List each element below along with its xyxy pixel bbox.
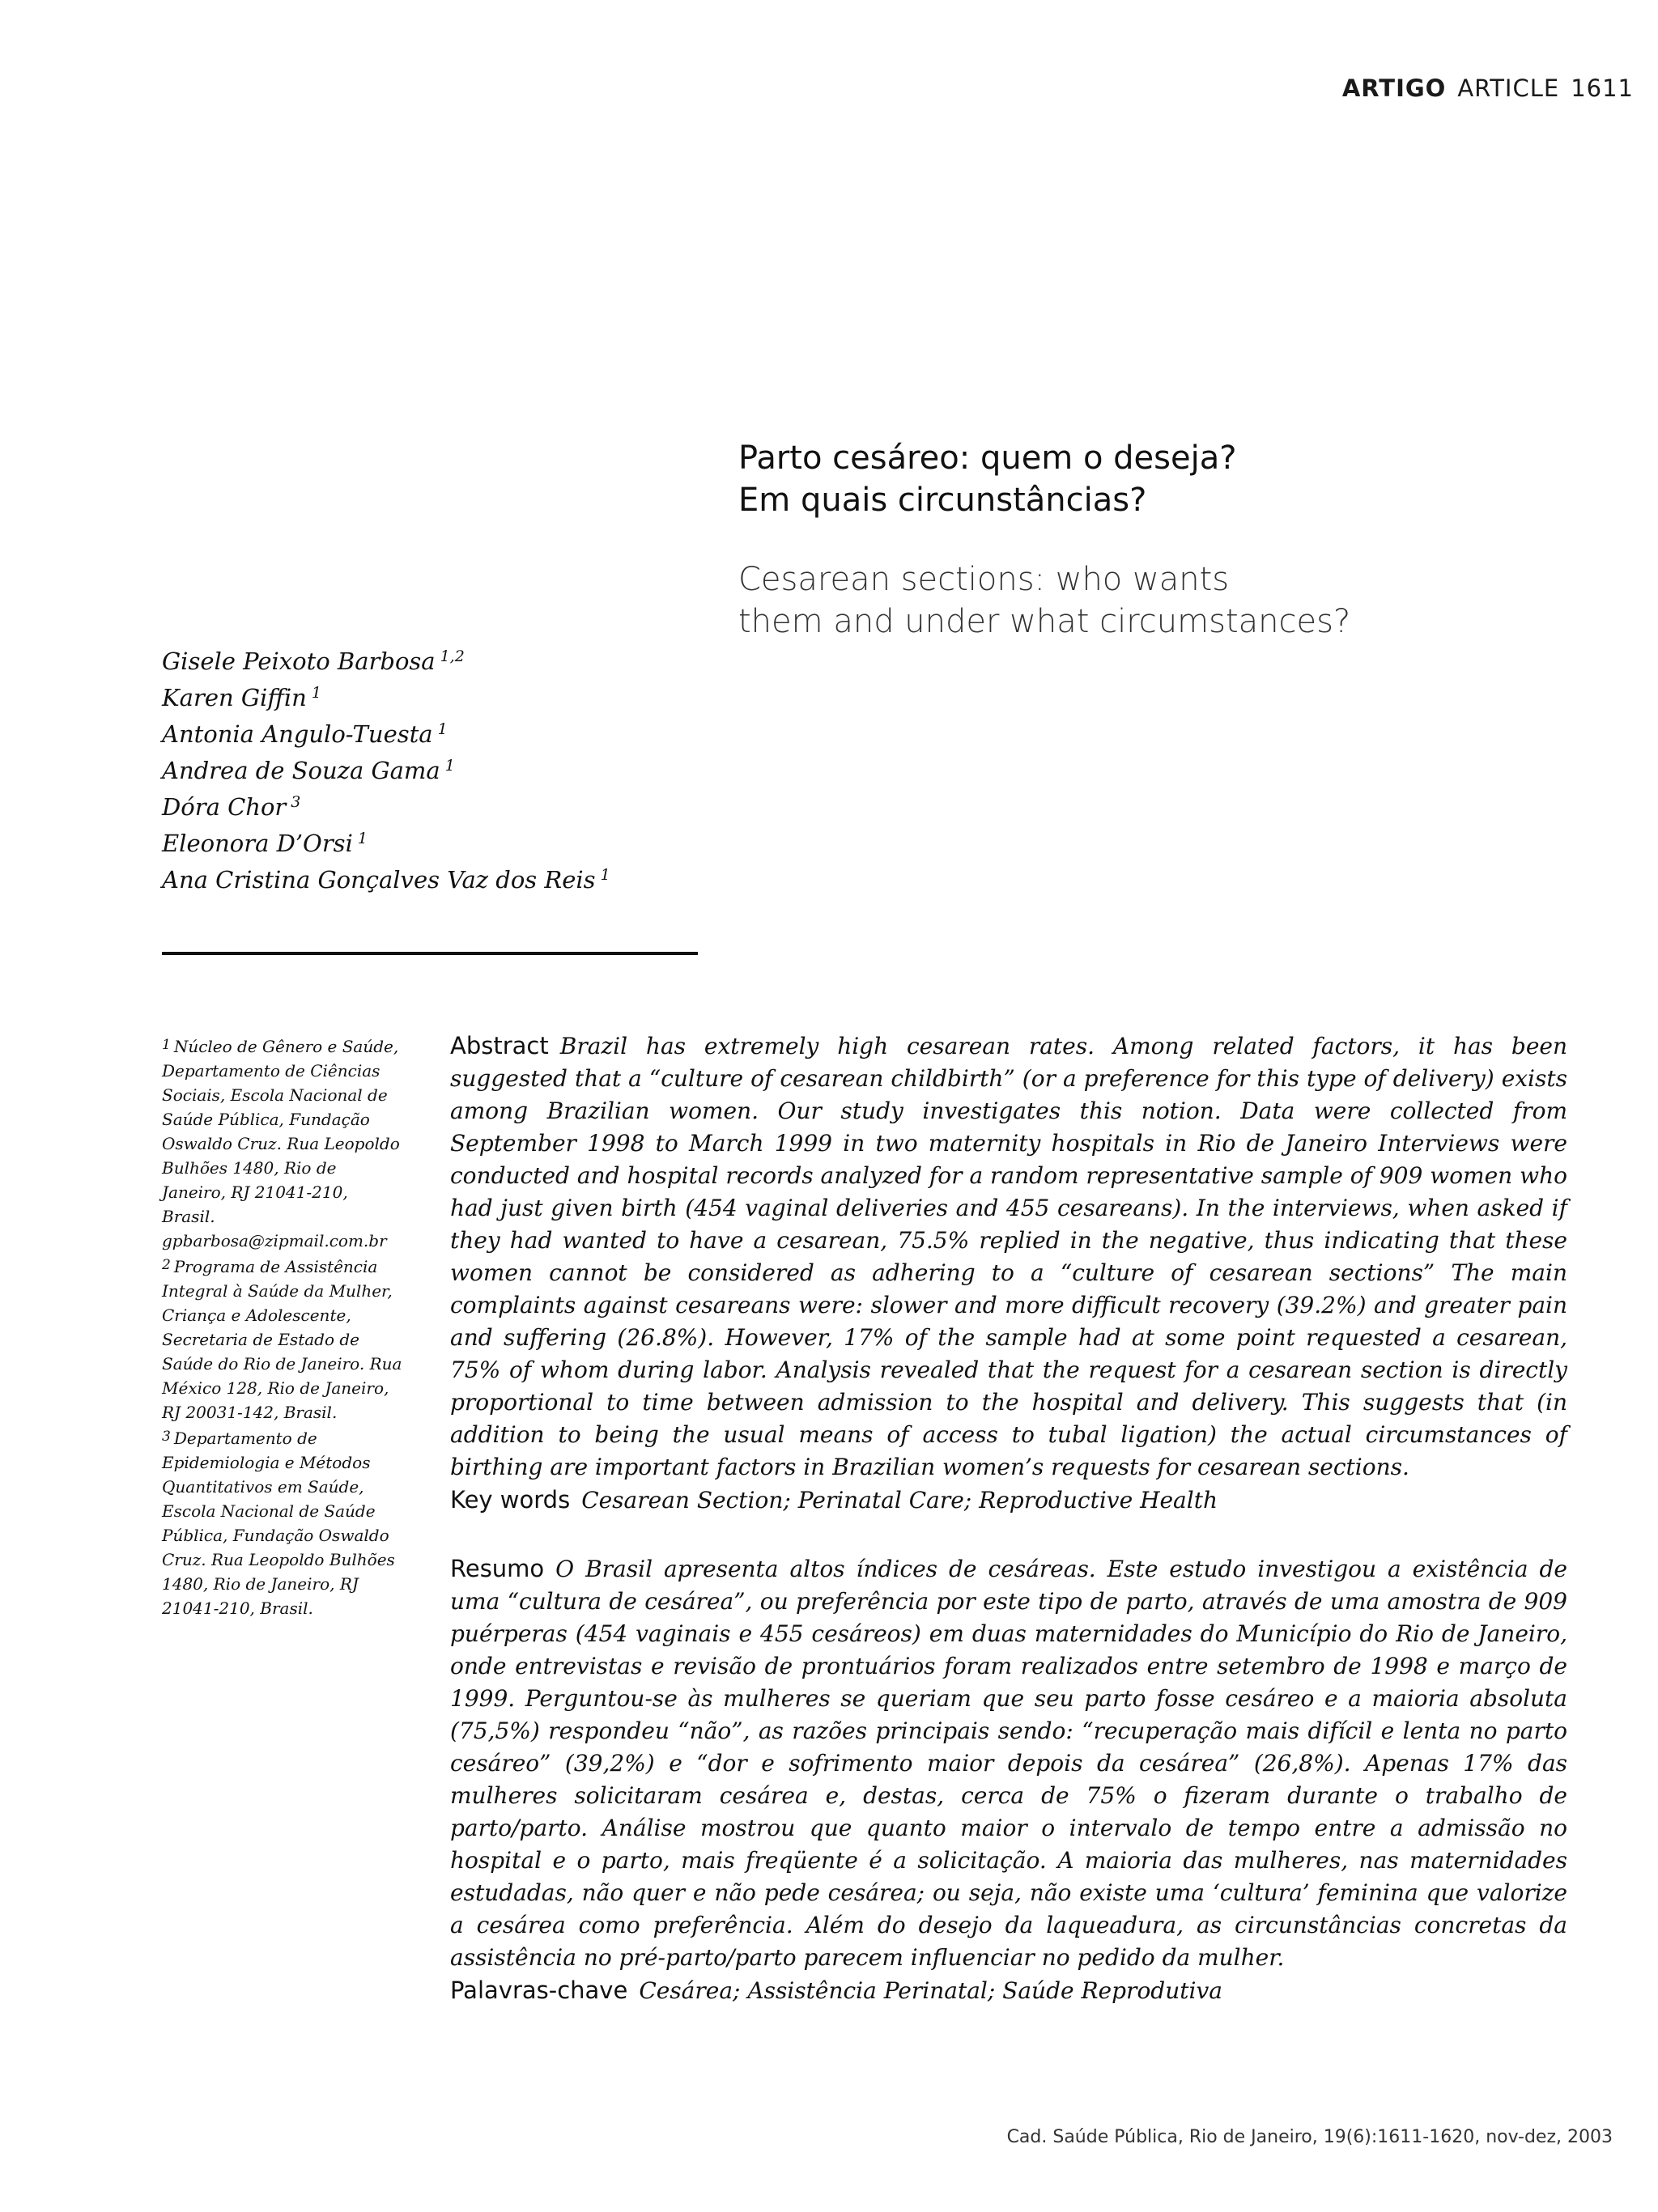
- page-number: 1611: [1571, 74, 1634, 102]
- page-header: [1342, 74, 1634, 102]
- author: Karen Giffin $^1$: [162, 684, 321, 711]
- resumo-paragraph: [450, 1552, 1567, 1974]
- author: Gisele Peixoto Barbosa $^{1,2}$: [162, 647, 465, 675]
- palavras-chave-line: [450, 1974, 1567, 2007]
- divider-rule: [162, 952, 698, 955]
- author: Dóra Chor $^3$: [162, 793, 301, 821]
- title-english: [738, 558, 1613, 643]
- resumo-text: O Brasil apresenta altos índices de cesáreas. Este estudo investigou a existência de uma “cultura de cesárea”, ou preferência por este tipo de parto, através de uma amostra de 909 puérperas (454 vaginais e 455 cesáreos) em duas maternidades do Município do Rio de Janeiro, onde entrevistas e revisão de prontuários foram realizados entre setembro de 1998 e março de 1999. Perguntou-se às mulheres se queriam que seu parto fosse cesáreo e a maioria absoluta (75,5%) respondeu “não”, as razões principais sendo: “recuperação mais difícil e lenta no parto cesáreo” (39,2%) e “dor e sofrimento maior depois da cesárea” (26,8%). Apenas 17% das mulheres solicitaram cesárea e, destas, cerca de 75% o fizeram durante o trabalho de parto/parto. Análise mostrou que quanto maior o intervalo de tempo entre a admissão no hospital e o parto, mais freqüente é a solicitação. A maioria das mulheres, nas maternidades estudadas, não quer e não pede cesárea; ou seja, não existe uma ‘cultura’ feminina que valorize a cesárea como preferência. Além do desejo da laqueadura, as circunstâncias concretas da assistência no pré-parto/parto parecem influenciar no pedido da mulher.: [450, 1556, 1567, 1971]
- title-pt-line2: Em quais circunstâncias?: [738, 482, 1147, 519]
- section-label-en: ARTICLE: [1457, 74, 1560, 102]
- title-en-line2: them and under what circumstances?: [738, 603, 1351, 640]
- article-titles: [738, 437, 1613, 643]
- citation-footer: Cad. Saúde Pública, Rio de Janeiro, 19(6):1611-1620, nov-dez, 2003: [1006, 2127, 1613, 2147]
- affiliation-item: $^2$ Programa de Assistência Integral à Saúde da Mulher, Criança e Adolescente, Secretaria de Estado de Saúde do Rio de Janeiro. Rua México 128, Rio de Janeiro, RJ 20031-142, Brasil.: [162, 1257, 402, 1422]
- keywords-label: Key words: [450, 1486, 571, 1514]
- abstract-paragraph: [450, 1030, 1567, 1484]
- keywords-line: [450, 1484, 1567, 1517]
- author: Antonia Angulo-Tuesta $^1$: [162, 720, 448, 748]
- author: Andrea de Souza Gama $^1$: [162, 757, 455, 784]
- abstract-section: [450, 1030, 1567, 2007]
- title-portuguese: [738, 437, 1613, 521]
- palavras-chave-text: Cesárea; Assistência Perinatal; Saúde Reprodutiva: [639, 1977, 1222, 2004]
- author-list: [162, 641, 729, 896]
- abstract-label: Abstract: [450, 1032, 549, 1059]
- affiliation-item: $^1$ Núcleo de Gênero e Saúde, Departamento de Ciências Sociais, Escola Nacional de Saúde Pública, Fundação Oswaldo Cruz. Rua Leopoldo Bulhões 1480, Rio de Janeiro, RJ 21041-210, Brasil. gpbarbosa@zipmail.com.br: [162, 1037, 400, 1250]
- author: Ana Cristina Gonçalves Vaz dos Reis $^1$: [162, 866, 610, 894]
- section-label-pt: ARTIGO: [1341, 74, 1447, 102]
- abstract-text: Brazil has extremely high cesarean rates. Among related factors, it has been suggested that a “culture of cesarean childbirth” (or a preference for this type of delivery) exists among Brazilian women. Our study investigates this notion. Data were collected from September 1998 to March 1999 in two maternity hospitals in Rio de Janeiro Interviews were conducted and hospital records analyzed for a random representative sample of 909 women who had just given birth (454 vaginal deliveries and 455 cesareans). In the interviews, when asked if they had wanted to have a cesarean, 75.5% replied in the negative, thus indicating that these women cannot be considered as adhering to a “culture of cesarean sections” The main complaints against cesareans were: slower and more difficult recovery (39.2%) and greater pain and suffering (26.8%). However, 17% of the sample had at some point requested a cesarean, 75% of whom during labor. Analysis revealed that the request for a cesarean section is directly proportional to time between admission to the hospital and delivery. This suggests that (in addition to being the usual means of access to tubal ligation) the actual circumstances of birthing are important factors in Brazilian women’s requests for cesarean sections.: [450, 1033, 1567, 1480]
- keywords-text: Cesarean Section; Perinatal Care; Reproductive Health: [581, 1487, 1218, 1514]
- affiliations: [162, 1033, 405, 1620]
- palavras-chave-label: Palavras-chave: [450, 1976, 628, 2004]
- title-en-line1: Cesarean sections: who wants: [738, 561, 1230, 598]
- resumo-label: Resumo: [450, 1555, 545, 1582]
- affiliation-item: $^3$ Departamento de Epidemiologia e Métodos Quantitativos em Saúde, Escola Nacional de Saúde Pública, Fundação Oswaldo Cruz. Rua Leopoldo Bulhões 1480, Rio de Janeiro, RJ 21041-210, Brasil.: [162, 1429, 395, 1618]
- title-pt-line1: Parto cesáreo: quem o deseja?: [738, 439, 1237, 477]
- author: Eleonora D’Orsi $^1$: [162, 830, 368, 857]
